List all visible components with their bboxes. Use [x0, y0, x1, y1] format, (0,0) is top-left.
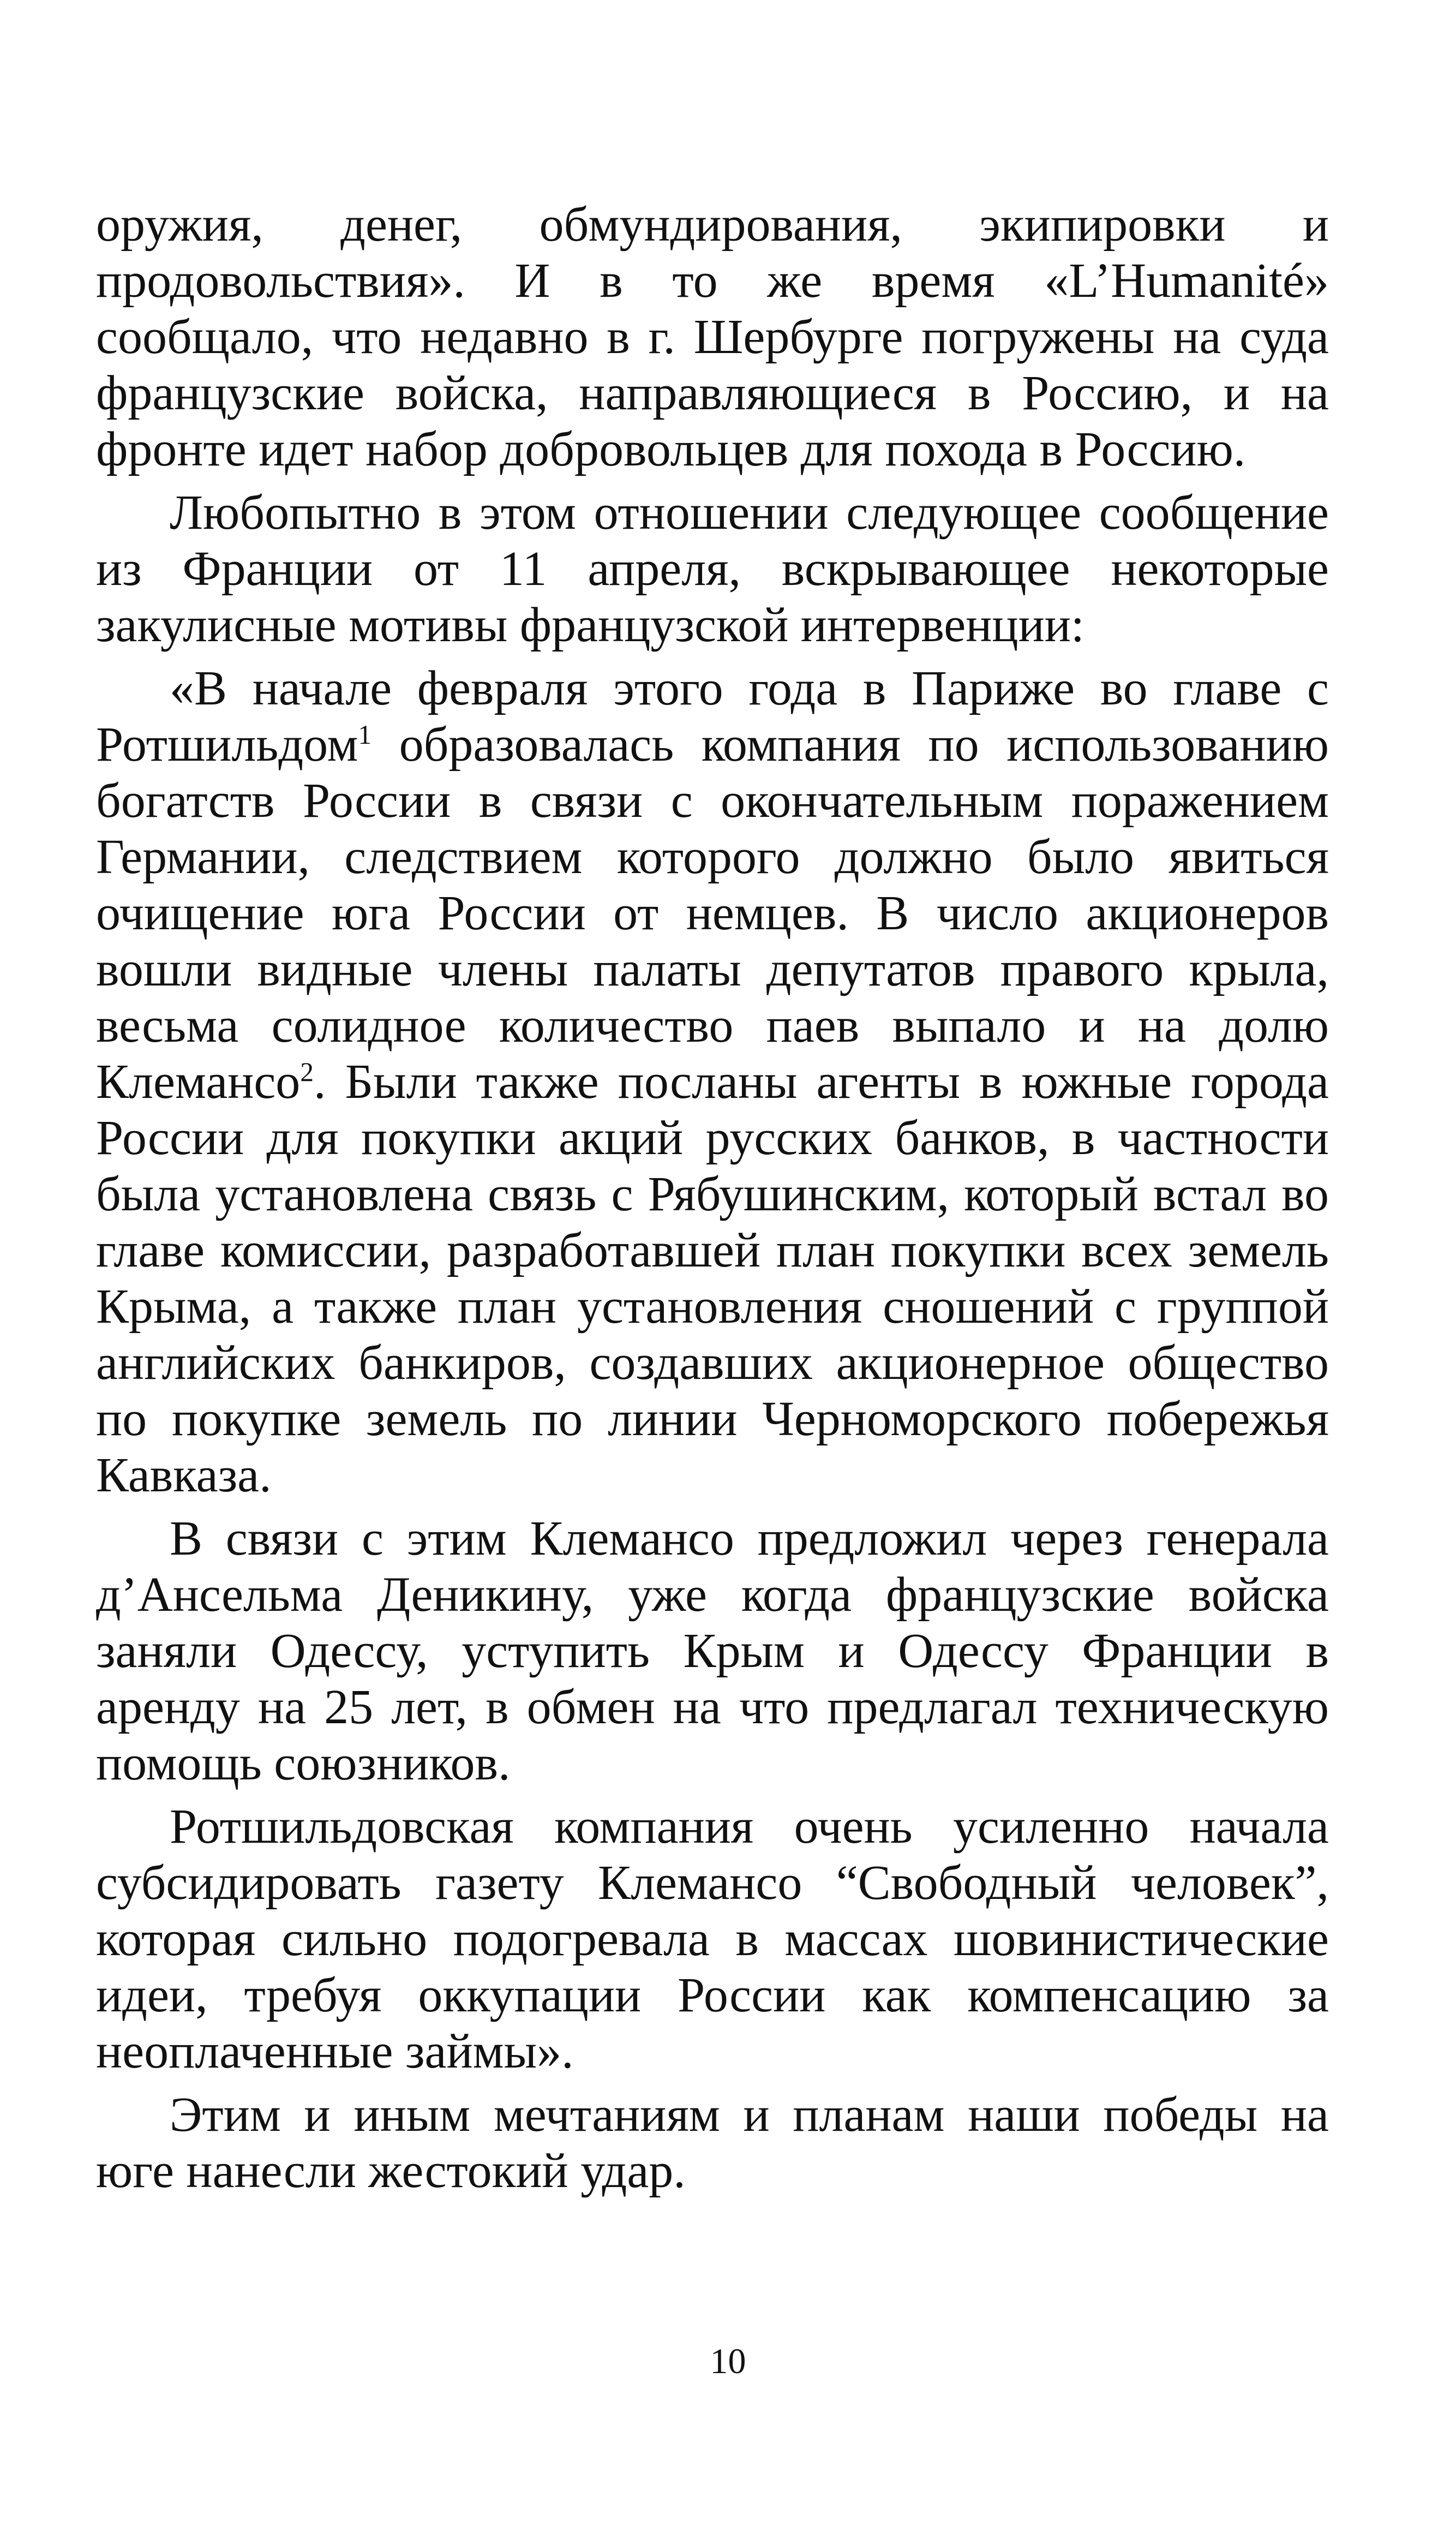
page-number: 10	[710, 2341, 746, 2381]
footnote-marker: 2	[300, 1057, 314, 1087]
body-text	[96, 196, 1329, 2206]
paragraph-with-footnotes	[96, 660, 1329, 1503]
paragraph: Этим и иным мечтаниям и планам наши победы на юге нанесли жестокий удар.	[96, 2088, 1329, 2198]
paragraph: В связи с этим Клемансо предложил через генерала д’Ансельма Деникину, уже когда французские войска заняли Одессу, уступить Крым и Одессу Франции в аренду на 25 лет, в обмен на что предлагал техническую помощь союзников.	[96, 1512, 1329, 1790]
paragraph-text: . Были также посланы агенты в южные города России для покупки акций русских банков, в частности была установлена связь с Рябушинским, который встал во главе комиссии, разработавшей план покупки всех земель Крыма, а также план установления сношений с группой английских банкиров, создавших акционерное общество по покупке земель по линии Черноморского побережья Кавказа.	[96, 1055, 1329, 1502]
paragraph-text: образовалась компания по использованию богатств России в связи с окончательным поражением Германии, следствием которого должно было явиться очищение юга России от немцев. В число акционеров вошли видные члены палаты депутатов правого крыла, весьма солидное количество паев выпало и на долю Клемансо	[96, 718, 1329, 1109]
footnote-marker: 1	[358, 720, 372, 750]
paragraph: Любопытно в этом отношении следующее сообщение из Франции от 11 апреля, вскрывающее некоторые закулисные мотивы французской интервенции:	[96, 486, 1329, 652]
paragraph-text: «В начале февраля этого года в Париже во главе с Ротшильдом	[96, 661, 1329, 772]
paragraph: оружия, денег, обмундирования, экипировки и продовольствия». И в то же время «L’Humanité» сообщало, что недавно в г. Шербурге погружены на суда французские войска, направляющиеся в Россию, и на фронте идет набор добровольцев для похода в Россию.	[96, 198, 1329, 476]
paragraph: Ротшильдовская компания очень усиленно начала субсидировать газету Клемансо “Свободный человек”, которая сильно подогревала в массах шовинистические идеи, требуя оккупации России как компенсацию за неоплаченные займы».	[96, 1800, 1329, 2078]
